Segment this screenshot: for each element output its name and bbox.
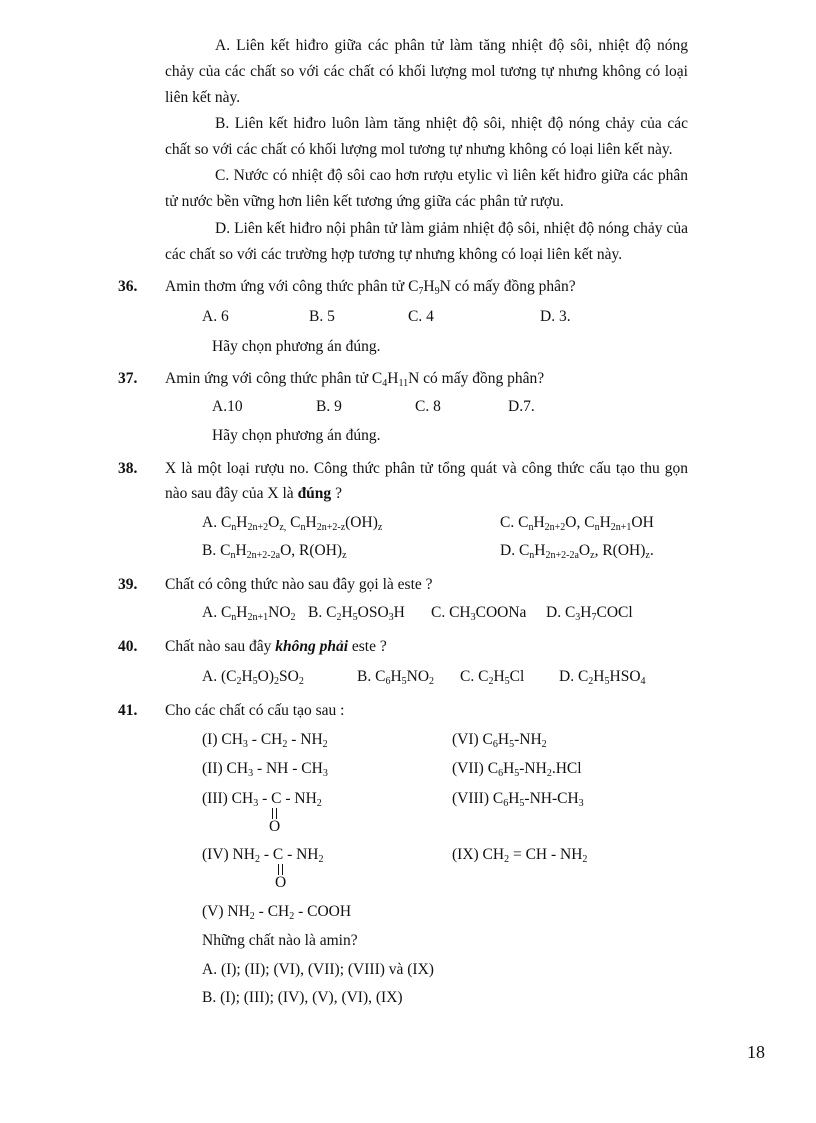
answer-option-b: B. (I); (III); (IV), (V), (VI), (IX)	[202, 989, 403, 1006]
carbonyl-oxygen: O	[275, 874, 287, 891]
question-41-sub-question: Những chất nào là amin?	[202, 932, 358, 949]
answer-option: A. 6	[202, 308, 229, 325]
answer-option: D.7.	[508, 398, 535, 415]
compound-vii: (VII) $C_6H_5-NH_2.HCl$	[452, 760, 582, 779]
instruction-text: Hãy chọn phương án đúng.	[212, 338, 381, 355]
intro-option-a: A. Liên kết hiđro giữa các phân tử làm tăng nhiệt độ sôi, nhiệt độ nóng chảy của các chất so với các chất có khối lượng mol tương tự nhưng không có loại liên kết này.	[165, 37, 688, 106]
answer-option: B. 5	[309, 308, 335, 325]
question-40-prompt: Chất nào sau đây không phải este ?	[165, 638, 387, 655]
question-37-prompt: Amin ứng với công thức phân tử $C_4H_{11}N$ có mấy đồng phân?	[165, 370, 545, 389]
compound-i: (I) $CH_3 - CH_2 - NH_2$	[202, 731, 328, 750]
answer-option-d: D. $C_3H_7COCl$	[546, 604, 633, 623]
question-number: 38.	[118, 460, 138, 477]
intro-option-d: D. Liên kết hiđro nội phân tử làm giảm nhiệt độ sôi, nhiệt độ nóng chảy của các chất so với các trường hợp tương tự nhưng không có loại liên kết này.	[165, 220, 688, 263]
answer-option-a: A. $C_nH_{2n+1}NO_2$	[202, 604, 296, 623]
compound-v: (V) $NH_2 - CH_2$ - COOH	[202, 903, 352, 922]
instruction-text: Hãy chọn phương án đúng.	[212, 427, 381, 444]
answer-option: D. 3.	[540, 308, 571, 325]
question-39-prompt: Chất có công thức nào sau đây gọi là este ?	[165, 576, 433, 593]
question-number: 39.	[118, 576, 138, 593]
compound-viii: (VIII) $C_6H_5-NH-CH_3$	[452, 790, 584, 809]
answer-option: B. 9	[316, 398, 342, 415]
question-41-prompt: Cho các chất có cấu tạo sau :	[165, 702, 345, 719]
compound-iii: (III) $CH_3$ - C - $NH_2$	[202, 790, 322, 809]
answer-option-a: A. $(C_2H_5O)_2SO_2$	[202, 668, 304, 687]
answer-option-c: C. $C_nH_{2n+2}O$, $C_nH_{2n+1}OH$	[500, 514, 654, 533]
answer-option: C. 4	[408, 308, 434, 325]
intro-option-b: B. Liên kết hiđro luôn làm tăng nhiệt độ sôi, nhiệt độ nóng chảy của các chất so với các chất có khối lượng mol tương tự nhưng không có loại liên kết này.	[165, 115, 688, 158]
answer-option-c: C. $C_2H_5Cl$	[460, 668, 525, 687]
answer-option: A.10	[212, 398, 243, 415]
question-36-prompt: Amin thơm ứng với công thức phân tử $C_7H_9N$ có mấy đồng phân?	[165, 278, 576, 297]
answer-option-b: B. $C_6H_5NO_2$	[357, 668, 435, 687]
answer-option-a: A. (I); (II); (VI), (VII); (VIII) và (IX)	[202, 961, 434, 978]
answer-option-b: B. $C_2H_5OSO_3H$	[308, 604, 405, 623]
page-number: 18	[747, 1042, 765, 1062]
compound-iv: (IV) $NH_2$ - C - $NH_2$	[202, 846, 324, 865]
question-number: 36.	[118, 278, 138, 295]
compound-ii: (II) $CH_3$ - NH - $CH_3$	[202, 760, 328, 779]
answer-option: C. 8	[415, 398, 441, 415]
answer-option-d: D. $C_nH_{2n+2-2a}O_z$, $R(OH)_z$.	[500, 542, 654, 561]
compound-vi: (VI) $C_6H_5-NH_2$	[452, 731, 547, 750]
carbonyl-oxygen: O	[269, 818, 281, 835]
answer-option-d: D. $C_2H_5HSO_4$	[559, 668, 646, 687]
question-number: 40.	[118, 638, 138, 655]
answer-option-a: A. $C_nH_{2n+2}O_{z,}$ $C_nH_{2n+2-z}(OH)_z$	[202, 514, 383, 533]
compound-ix: (IX) $CH_2$ = CH - $NH_2$	[452, 846, 588, 865]
answer-option-c: C. $CH_3COONa$	[431, 604, 527, 623]
question-38-prompt: X là một loại rượu no. Công thức phân tử tổng quát và công thức cấu tạo thu gọn nào sau đây của X là đúng ?	[165, 460, 688, 502]
question-number: 41.	[118, 702, 138, 719]
intro-option-c: C. Nước có nhiệt độ sôi cao hơn rượu etylic vì liên kết hiđro giữa các phân tử nước bền vững hơn liên kết tương ứng giữa các phân tử rượu.	[165, 167, 688, 210]
question-number: 37.	[118, 370, 138, 387]
answer-option-b: B. $C_nH_{2n+2-2a}O$, $R(OH)_z$	[202, 542, 347, 561]
